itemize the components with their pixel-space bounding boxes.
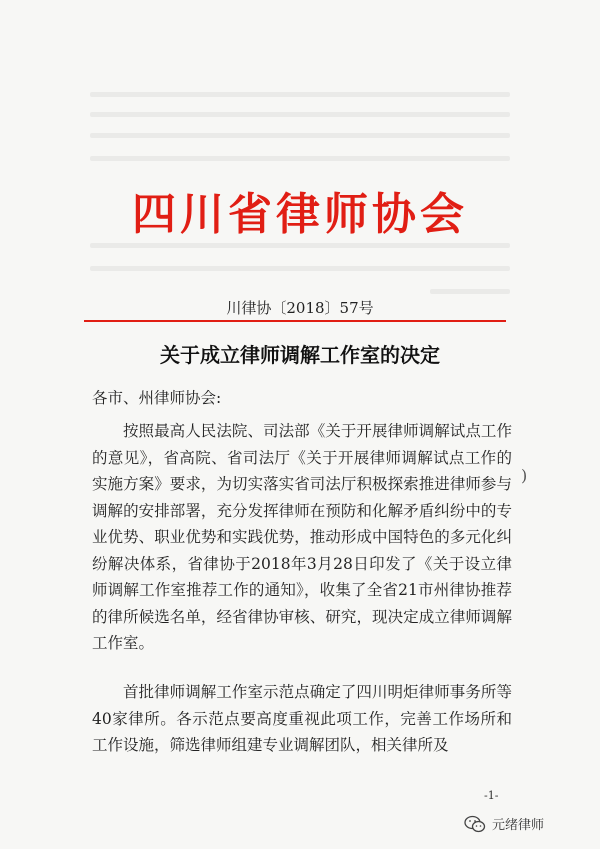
bleed-through-line xyxy=(90,156,510,161)
watermark-label: 元绪律师 xyxy=(492,818,545,833)
bleed-through-line xyxy=(430,289,510,294)
salutation: 各市、州律师协会: xyxy=(92,389,222,407)
document-number: 川律协〔2018〕57号 xyxy=(226,299,374,317)
page-number: -1- xyxy=(484,789,499,802)
bleed-through-line xyxy=(90,266,510,271)
body-paragraph: 首批律师调解工作室示范点确定了四川明炬律师事务所等40家律所。各示范点要高度重视此项工作，完善工作场所和工作设施，筛选律师组建专业调解团队，相关律所及 xyxy=(92,683,512,754)
document-title: 关于成立律师调解工作室的决定 xyxy=(160,343,440,367)
body-paragraph: 按照最高人民法院、司法部《关于开展律师调解试点工作的意见》，省高院、省司法厅《关于开展律师调解试点工作的实施方案》要求，为切实落实省司法厅积极探索推进律师参与调解的安排部署，充分发挥律师在预防和化解矛盾纠纷中的专业优势、职业优势和实践优势，推动形成中国特色的多元化纠纷解决体系，省律协于2018年3月28日印发了《关于设立律师调解工作室推荐工作的通知》，收集了全省21市州律协推荐的律所候选名单，经省律协审核、研究，现决定成立律师调解工作室。 xyxy=(92,422,512,652)
letterhead-title: 四川省律师协会 xyxy=(132,189,468,240)
letterhead-divider xyxy=(84,320,506,322)
bleed-through-line xyxy=(90,243,510,248)
bleed-through-line xyxy=(90,133,510,138)
wechat-icon xyxy=(464,815,486,833)
bleed-through-line xyxy=(90,92,510,97)
account-watermark xyxy=(464,814,544,833)
bleed-through-line xyxy=(90,112,510,117)
margin-mark: ) xyxy=(521,466,528,485)
